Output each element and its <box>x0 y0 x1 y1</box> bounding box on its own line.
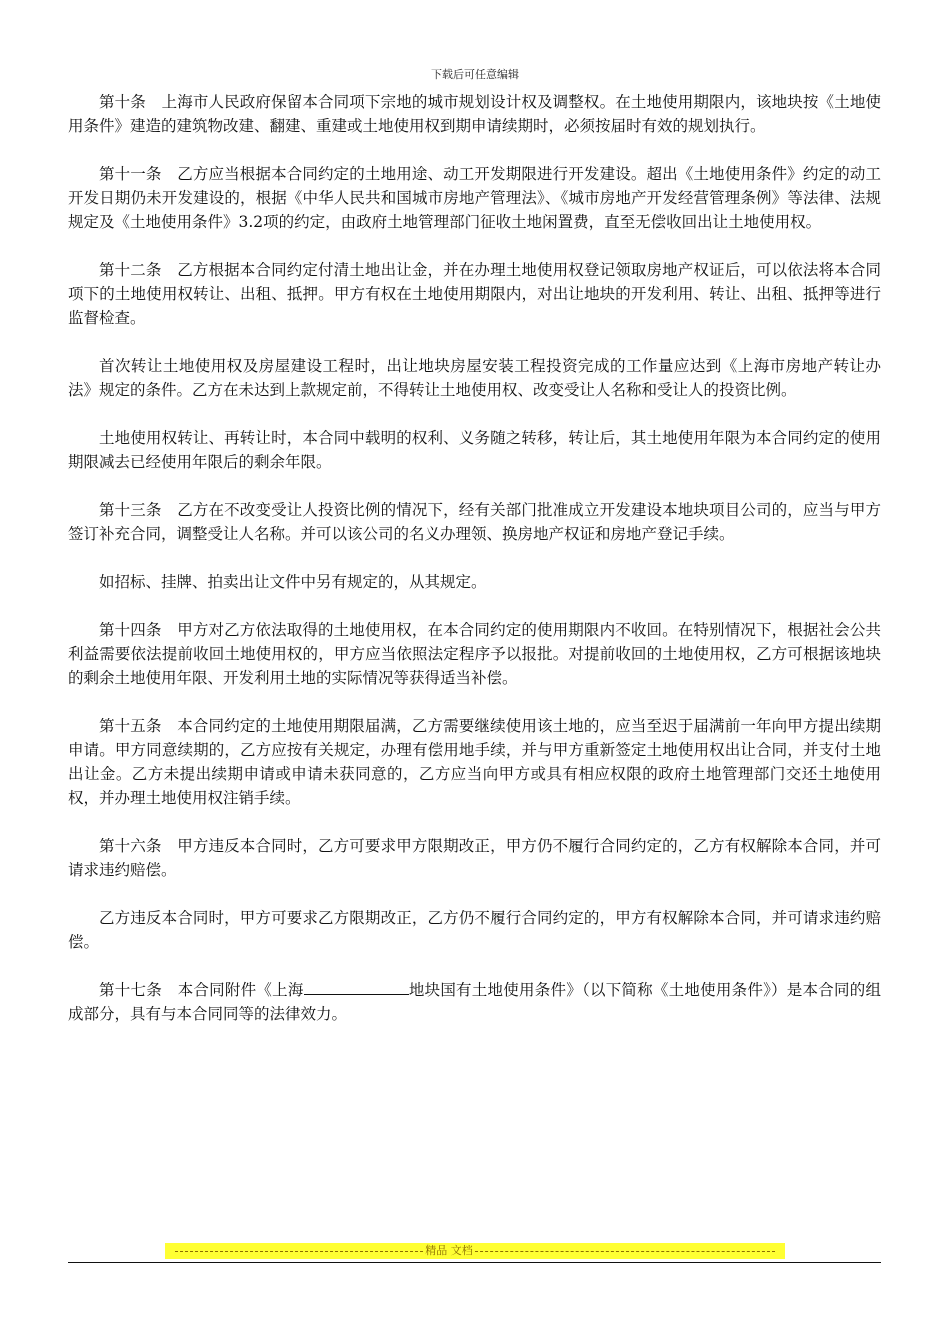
paragraph-first-transfer: 首次转让土地使用权及房屋建设工程时，出让地块房屋安装工程投资完成的工作量应达到《上海市房地产转让办法》规定的条件。乙方在未达到上款规定前，不得转让土地使用权、改变受让人名称和受让人的投资比例。 <box>68 357 881 399</box>
banner-dash-right <box>475 1251 775 1252</box>
paragraph-article-11: 第十一条 乙方应当根据本合同约定的土地用途、动工开发期限进行开发建设。超出《土地使用条件》约定的动工开发日期仍未开发建设的，根据《中华人民共和国城市房地产管理法》、《城市房地产开发经营管理条例》等法律、法规规定及《土地使用条件》3.2项的约定，由政府土地管理部门征收土地闲置费，直至无偿收回出让土地使用权。 <box>68 165 881 231</box>
paragraph-article-17 <box>68 978 881 1026</box>
article-17-text-before: 第十七条 本合同附件《上海 <box>99 981 304 999</box>
fill-in-blank <box>304 978 409 995</box>
banner-text: 精品 文档 <box>425 1244 473 1257</box>
paragraph-article-15: 第十五条 本合同约定的土地使用期限届满，乙方需要继续使用该土地的，应当至迟于届满前一年向甲方提出续期申请。甲方同意续期的，乙方应按有关规定，办理有偿用地手续，并与甲方重新签定土地使用权出让合同，并支付土地出让金。乙方未提出续期申请或申请未获同意的，乙方应当向甲方或具有相应权限的政府土地管理部门交还土地使用权，并办理土地使用权注销手续。 <box>68 717 881 807</box>
paragraph-tender-rule: 如招标、挂牌、拍卖出让文件中另有规定的，从其规定。 <box>99 573 487 591</box>
paragraph-article-16: 第十六条 甲方违反本合同时，乙方可要求甲方限期改正，甲方仍不履行合同约定的，乙方有权解除本合同，并可请求违约赔偿。 <box>68 837 881 879</box>
document-body <box>68 90 881 1050</box>
banner-dash-left <box>175 1251 423 1252</box>
article-17-text-after: 地块国有土地使用条件》（以下简称《土地使用条件》）是本合同的组成部分，具有与本合同同等的法律效力。 <box>68 981 881 1023</box>
paragraph-article-12: 第十二条 乙方根据本合同约定付清土地出让金，并在办理土地使用权登记领取房地产权证后，可以依法将本合同项下的土地使用权转让、出租、抵押。甲方有权在土地使用期限内，对出让地块的开发利用、转让、出租、抵押等进行监督检查。 <box>68 261 881 327</box>
footer-banner <box>165 1243 785 1259</box>
paragraph-article-13: 第十三条 乙方在不改变受让人投资比例的情况下，经有关部门批准成立开发建设本地块项目公司的，应当与甲方签订补充合同，调整受让人名称。并可以该公司的名义办理领、换房地产权证和房地产登记手续。 <box>68 501 881 543</box>
paragraph-party-b-breach: 乙方违反本合同时，甲方可要求乙方限期改正，乙方仍不履行合同约定的，甲方有权解除本合同，并可请求违约赔偿。 <box>68 909 881 951</box>
header-note: 下载后可任意编辑 <box>431 68 519 81</box>
paragraph-article-14: 第十四条 甲方对乙方依法取得的土地使用权，在本合同约定的使用期限内不收回。在特别情况下，根据社会公共利益需要依法提前收回土地使用权的，甲方应当依照法定程序予以报批。对提前收回的土地使用权，乙方可根据该地块的剩余土地使用年限、开发利用土地的实际情况等获得适当补偿。 <box>68 621 881 687</box>
paragraph-article-10: 第十条 上海市人民政府保留本合同项下宗地的城市规划设计权及调整权。在土地使用期限内，该地块按《土地使用条件》建造的建筑物改建、翻建、重建或土地使用权到期申请续期时，必须按届时有效的规划执行。 <box>68 93 881 135</box>
paragraph-retransfer: 土地使用权转让、再转让时，本合同中载明的权利、义务随之转移，转让后，其土地使用年限为本合同约定的使用期限减去已经使用年限后的剩余年限。 <box>68 429 881 471</box>
footer-rule <box>68 1262 881 1263</box>
